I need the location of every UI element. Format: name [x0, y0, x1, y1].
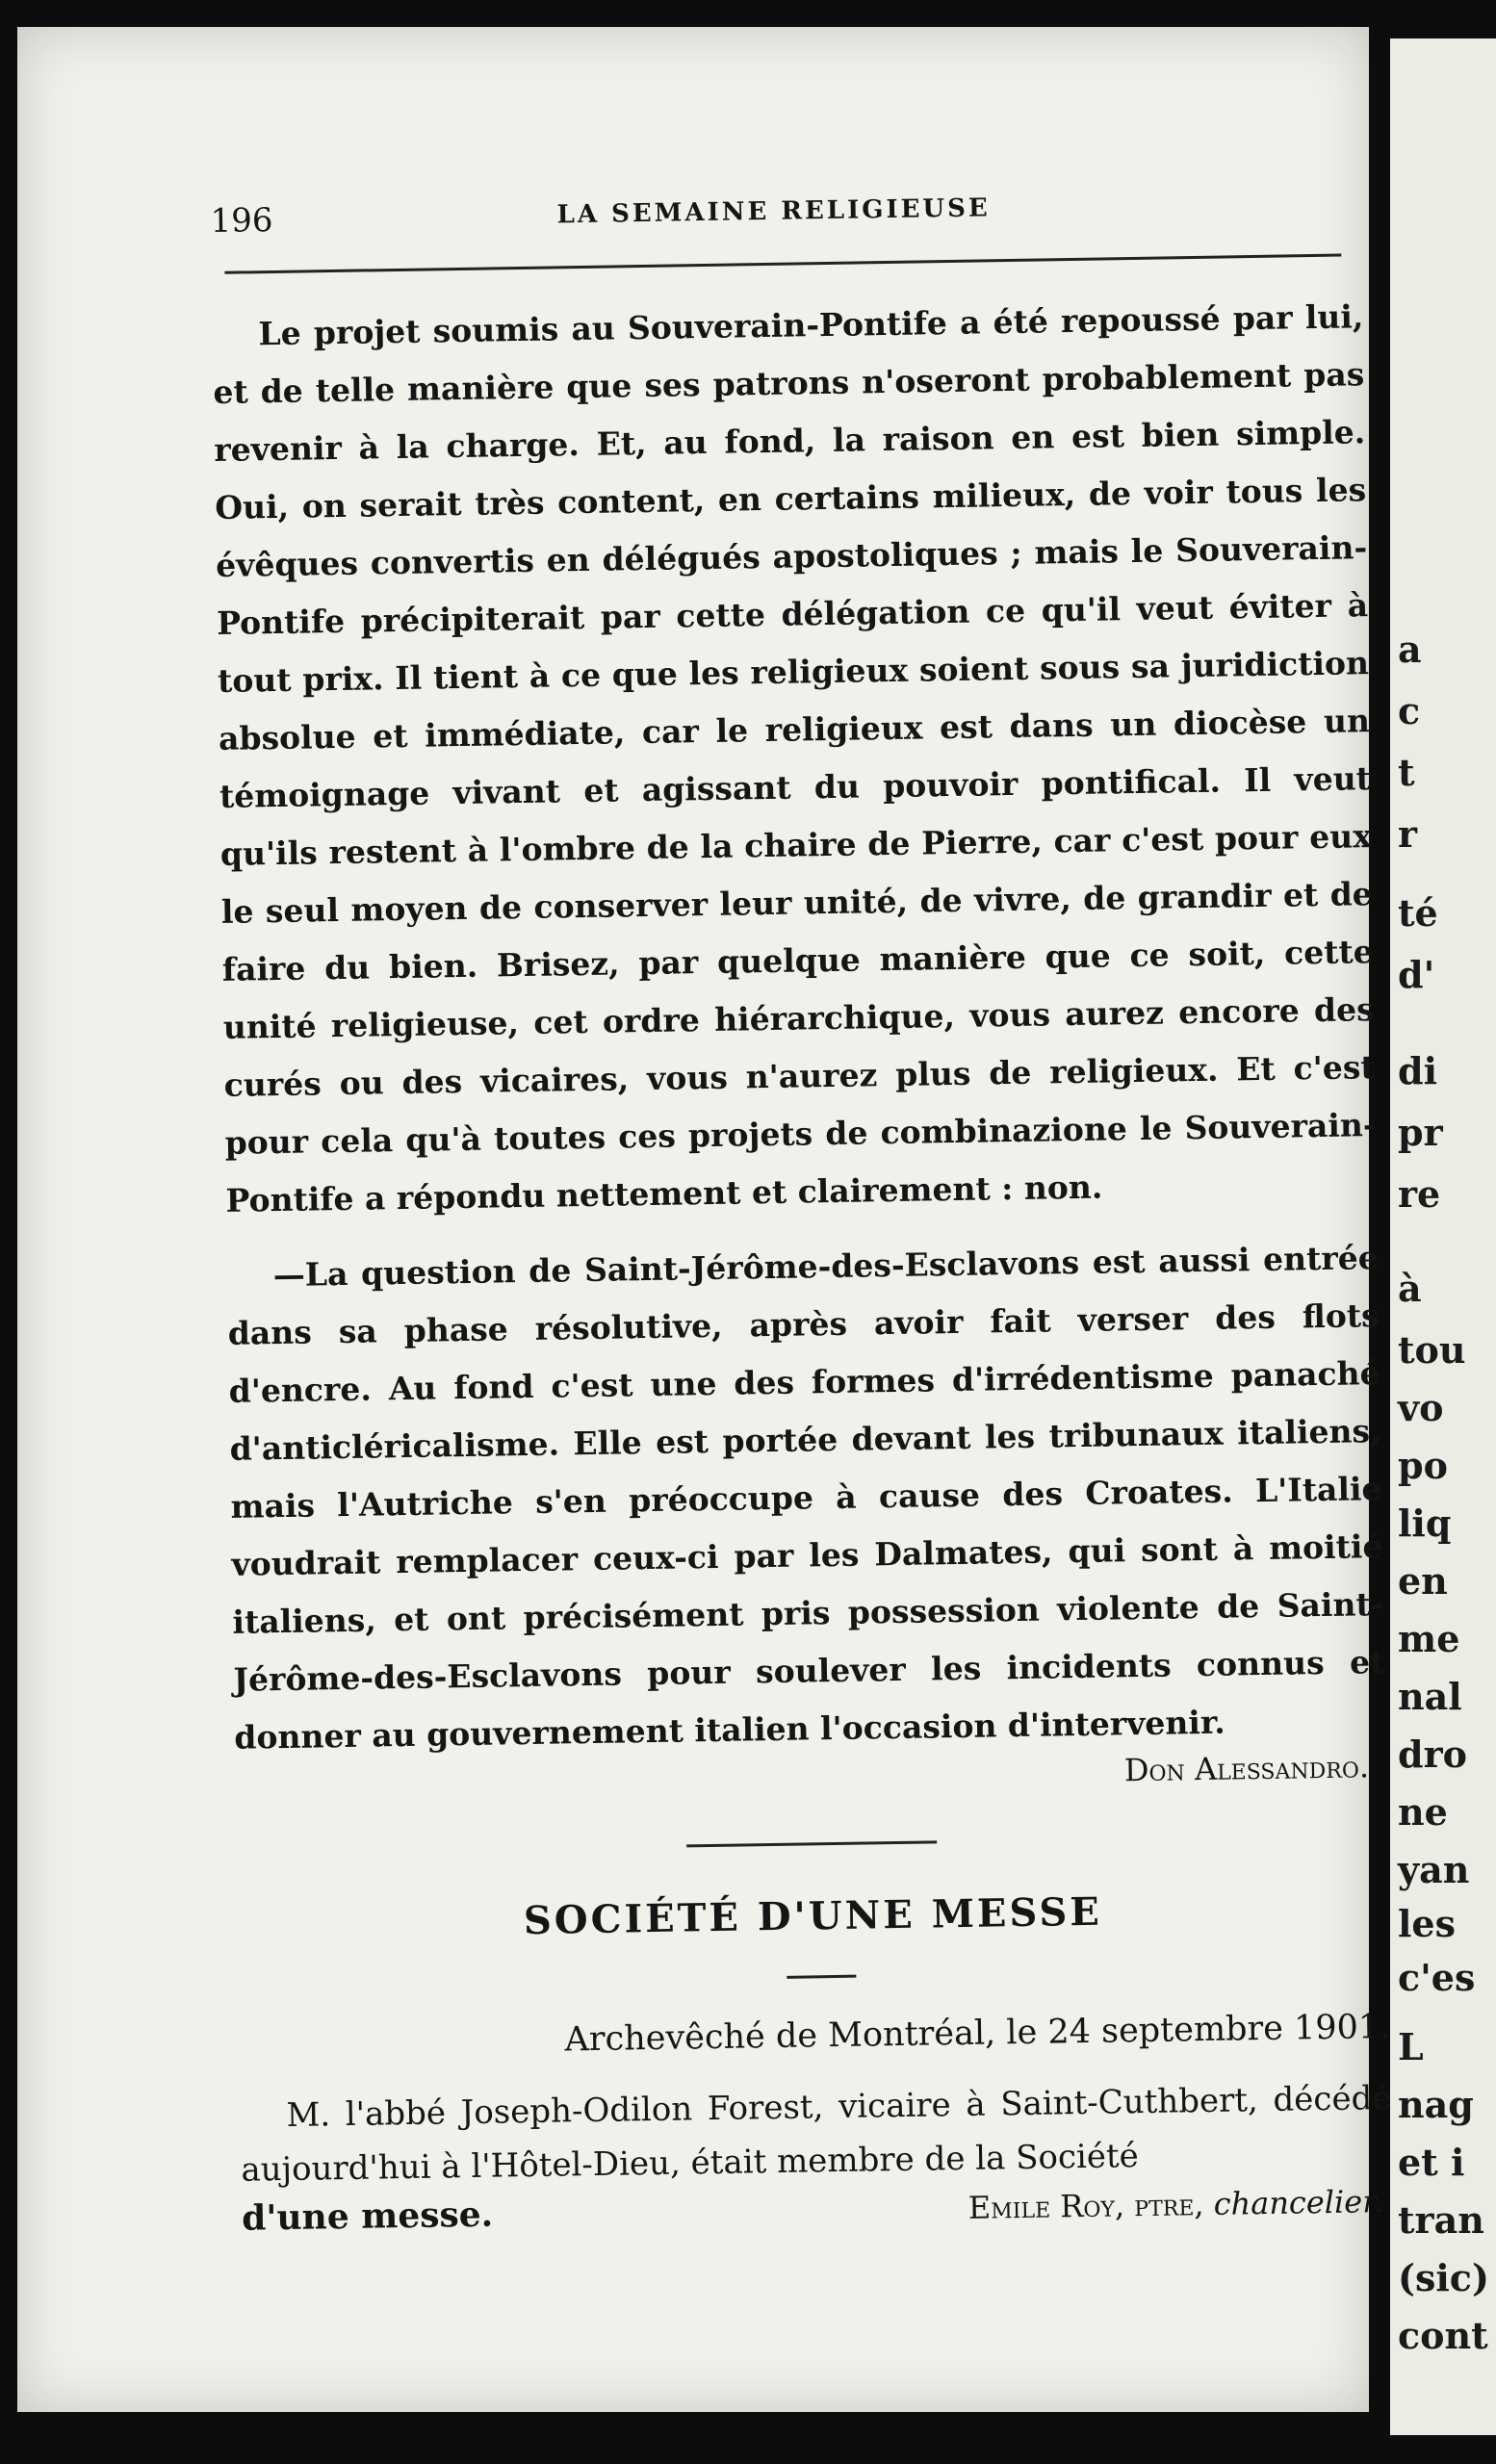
adjacent-fragment: r	[1398, 812, 1418, 856]
adjacent-fragment: dro	[1398, 1732, 1467, 1776]
adjacent-fragment: tran	[1398, 2198, 1484, 2242]
adjacent-fragment: té	[1398, 891, 1438, 935]
section-title: SOCIÉTÉ D'UNE MESSE	[523, 1888, 1103, 1944]
notice-text: M. l'abbé Joseph-Odilon Forest, vicaire à Saint-Cuthbert, décédé aujourd'hui à l'Hôtel-Dieu, était membre de la Société	[241, 2078, 1392, 2190]
signer-block	[967, 2174, 1393, 2235]
adjacent-page-edge	[1390, 38, 1496, 2435]
article-paragraph: —La question de Saint-Jérôme-des-Esclavons est aussi entrée dans sa phase résolutive, après avoir fait verser des flots d'encre. Au fond c'est une des formes d'irrédentisme panaché d'anticléricalisme. Elle est portée devant les tribunaux italiens, mais l'Autriche s'en préoccupe à cause des Croates. L'Italie voudrait remplacer ceux-ci par les Dalmates, qui sont à moitié italiens, et ont précisément pris possession violente de Saint-Jérôme-des-Esclavons pour soulever les incidents connus et donner au gouvernement italien l'occasion d'intervenir.	[227, 1239, 1385, 1757]
adjacent-fragment: nal	[1398, 1675, 1462, 1718]
adjacent-fragment: re	[1398, 1172, 1441, 1216]
section-divider	[686, 1840, 937, 1847]
adjacent-fragment: me	[1398, 1617, 1460, 1660]
adjacent-fragment: (sic)	[1398, 2256, 1489, 2299]
adjacent-fragment: c	[1398, 689, 1421, 732]
adjacent-fragment: et i	[1398, 2141, 1465, 2184]
adjacent-fragment: vo	[1398, 1386, 1444, 1429]
signer-title: chancelier.	[1213, 2183, 1384, 2222]
adjacent-fragment: ne	[1398, 1790, 1448, 1834]
adjacent-fragment: t	[1398, 751, 1415, 794]
adjacent-fragment: à	[1398, 1267, 1422, 1310]
article-signature: Don Alessandro.	[1123, 1748, 1370, 1789]
page-content	[210, 165, 1394, 2246]
adjacent-fragment: yan	[1398, 1848, 1470, 1891]
dateline: Archevêché de Montréal, le 24 septembre 1901.	[564, 2007, 1391, 2060]
article-paragraph: Le projet soumis au Souverain-Pontife a été repoussé par lui, et de telle manière que ses patrons n'oseront probablement pas revenir à la charge. Et, au fond, la raison en est bien simple. Oui, on serait très content, en certains milieux, de voir tous les évêques convertis en délégués apostoliques ; mais le Souverain-Pontife précipiterait par cette délégation ce qu'il veut éviter à tout prix. Il tient à ce que les religieux soient sous sa juridiction absolue et immédiate, car le religieux est dans un diocèse un témoignage vivant et agissant du pouvoir pontifical. Il veut qu'ils restent à l'ombre de la chaire de Pierre, car c'est pour eux le seul moyen de conserver leur unité, de vivre, de grandir et de faire du bien. Brisez, par quelque manière que ce soit, cette unité religieuse, cet ordre hiérarchique, vous aurez encore des curés ou des vicaires, vous n'aurez plus de religieux. Et c'est pour cela qu'à toutes ces projets de combinazione le Souverain-Pontife a répondu nettement et clairement : non.	[213, 297, 1377, 1219]
death-notice	[240, 2071, 1393, 2246]
adjacent-fragment: L	[1398, 2025, 1424, 2068]
adjacent-fragment: nag	[1398, 2083, 1474, 2126]
article	[212, 288, 1386, 1813]
adjacent-fragment: di	[1398, 1049, 1438, 1092]
adjacent-fragment: cont	[1398, 2314, 1488, 2357]
adjacent-fragment: c'es	[1398, 1956, 1476, 1999]
signer-name: Emile Roy, ptre,	[967, 2186, 1204, 2226]
adjacent-fragment: liq	[1398, 1502, 1452, 1545]
adjacent-fragment: po	[1398, 1444, 1448, 1487]
title-underline	[787, 1975, 856, 1979]
running-title: LA SEMAINE RELIGIEUSE	[556, 193, 991, 230]
adjacent-fragment: pr	[1398, 1111, 1443, 1154]
adjacent-fragment: tou	[1398, 1328, 1466, 1372]
header-rule	[224, 254, 1341, 274]
adjacent-fragment: d'	[1398, 953, 1435, 996]
adjacent-fragment: a	[1398, 628, 1422, 671]
adjacent-fragment: les	[1398, 1902, 1457, 1945]
notice-text-tail: d'une messe.	[241, 2194, 494, 2239]
page-number: 196	[210, 200, 273, 241]
adjacent-fragment: en	[1398, 1559, 1448, 1603]
